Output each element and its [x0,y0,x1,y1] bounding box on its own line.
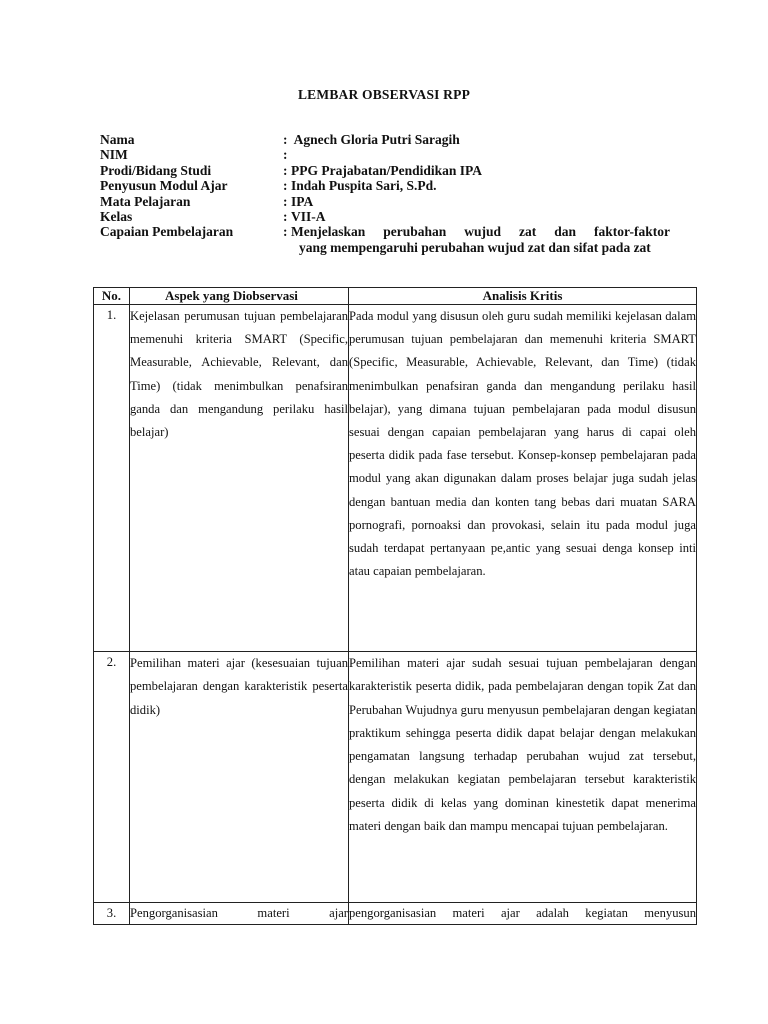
row-analisis: Pada modul yang disusun oleh guru sudah memiliki kejelasan dalam perumusan tujuan pembelajaran dan memenuhi kriteria SMART (Specific, Measurable, Achievable, Relevant, dan Time) (tidak menimbulkan penafsiran ganda dan mengandung perilaku hasil belajar), yang dimana tujuan pembelajaran pada modul disusun sesuai dengan capaian pembelajaran yang harus di capai oleh peserta didik pada fase tersebut. Konsep-konsep pembelajaran pada modul yang akan digunakan dalam proses belajar juga sudah jelas dengan bantuan media dan konten tang bebas dari muatan SARA pornografi, pornoaksi dan provokasi, selain itu pada modul juga sudah terdapat pertanyaan pe,antic yang sesuai denga konsep inti atau capaian pembelajaran. [349,305,697,652]
meta-colon: : [283,224,288,240]
meta-label: NIM [100,147,128,163]
header-aspek: Aspek yang Diobservasi [130,288,349,305]
identity-block [100,132,670,255]
row-analisis: pengorganisasian materi ajar adalah kegiatan menyusun [349,903,697,925]
table-row [94,652,697,903]
observation-table [93,287,697,925]
meta-colon: : [283,147,288,163]
meta-value: Indah Puspita Sari, S.Pd. [291,178,437,194]
meta-value: IPA [291,193,314,209]
document-title: LEMBAR OBSERVASI RPP [297,87,471,102]
meta-colon: : [283,162,288,178]
meta-colon: : [283,193,288,209]
meta-colon: : [283,132,288,147]
meta-row-penyusun [100,178,670,193]
meta-label: Nama [100,132,135,147]
meta-row-mapel [100,194,670,209]
meta-value: VII-A [291,209,326,225]
meta-label: Penyusun Modul Ajar [100,178,228,194]
row-aspek: Pemilihan materi ajar (kesesuaian tujuan pembelajaran dengan karakteristik peserta didik) [130,652,349,903]
row-analisis: Pemilihan materi ajar sudah sesuai tujuan pembelajaran dengan karakteristik peserta didik, pada pembelajaran dengan topik Zat dan Perubahan Wujudnya guru menyusun pembelajaran dengan kegiatan praktikum sehingga peserta didik dapat belajar dengan melakukan pengamatan langsung terhadap perubahan wujud zat tersebut, dengan melakukan kegiatan pembelajaran tersebut karakteristik peserta didik di kelas yang dominan kinestetik dapat menerima materi dengan baik dan mampu mencapai tujuan pembelajaran. [349,652,697,903]
table-row [94,305,697,652]
row-aspek: Pengorganisasian materi ajar [130,903,349,925]
meta-value [291,224,670,255]
meta-value: PPG Prajabatan/Pendidikan IPA [291,162,483,178]
row-aspek: Kejelasan perumusan tujuan pembelajaran memenuhi kriteria SMART (Specific, Measurable, Achievable, Relevant, dan Time) (tidak menimbulkan penafsiran ganda dan mengandung perilaku hasil belajar) [130,305,349,652]
header-analisis: Analisis Kritis [349,288,697,305]
header-no: No. [94,288,130,305]
meta-row-kelas [100,209,670,224]
meta-row-capaian [100,224,670,255]
meta-label: Kelas [100,209,133,225]
meta-row-nama [100,132,670,147]
meta-label: Mata Pelajaran [100,193,191,209]
meta-row-nim [100,147,670,162]
table-header-row [94,288,697,305]
row-number: 3. [94,903,130,925]
capaian-line-1: Menjelaskan perubahan wujud zat dan faktor-faktor [291,224,670,240]
capaian-line-2: yang mempengaruhi perubahan wujud zat dan sifat pada zat [299,239,651,255]
table-row [94,903,697,925]
meta-value: Agnech Gloria Putri Saragih [291,132,460,147]
meta-row-prodi [100,163,670,178]
row-number: 2. [94,652,130,903]
meta-value [291,147,670,162]
meta-label: Prodi/Bidang Studi [100,162,212,178]
meta-colon: : [283,209,288,225]
row-number: 1. [94,305,130,652]
meta-colon: : [283,178,288,194]
meta-label: Capaian Pembelajaran [100,224,234,240]
